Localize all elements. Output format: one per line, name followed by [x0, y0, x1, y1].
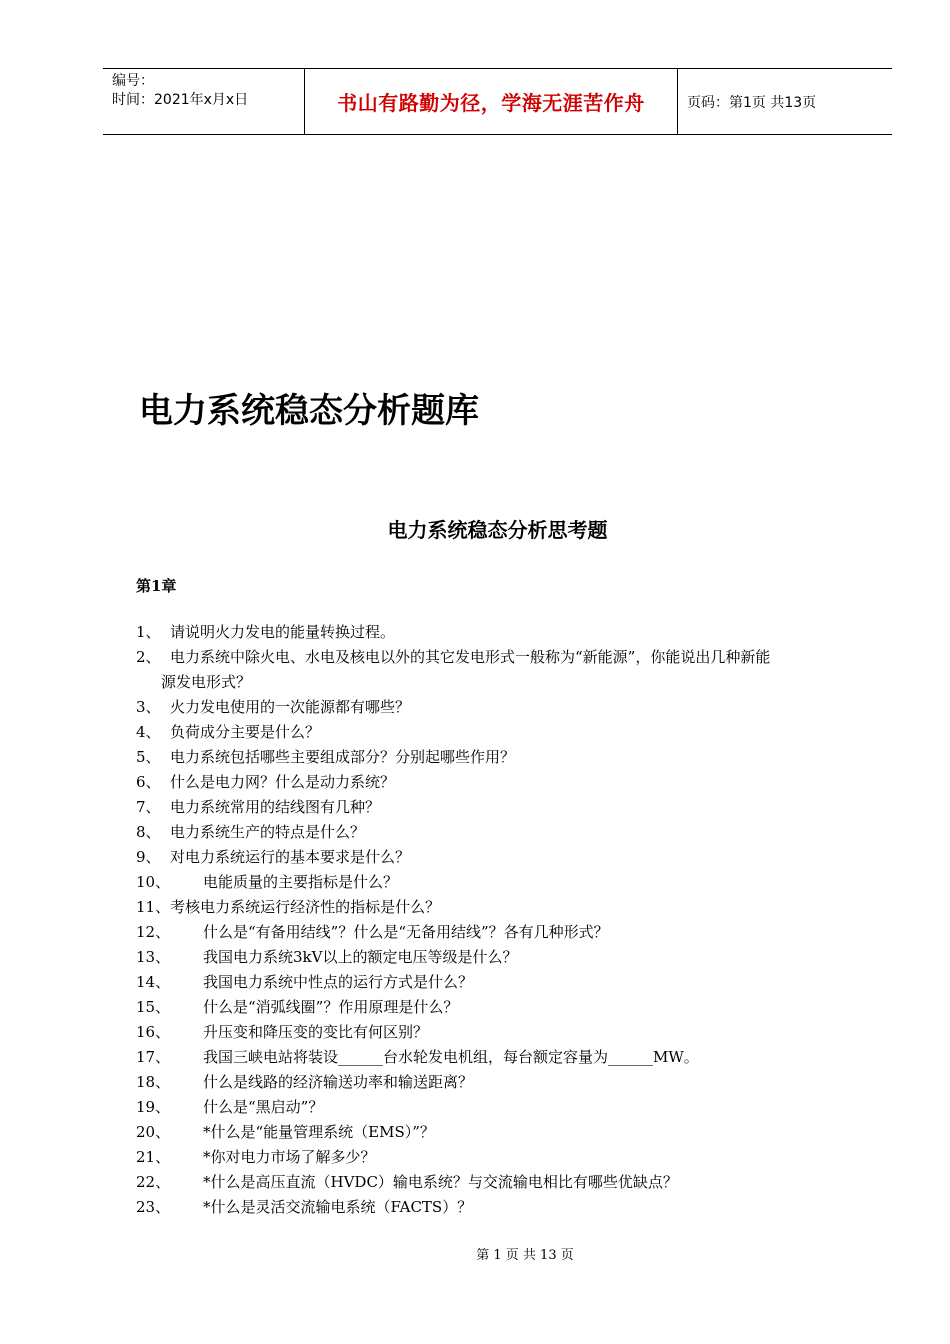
chapter-heading: 第1章	[136, 577, 177, 595]
header-page-cell	[678, 69, 892, 134]
time-label: 时间：2021年x月x日	[112, 92, 249, 108]
motto: 书山有路勤为径，学海无涯苦作舟	[337, 91, 645, 115]
list-item: 20、 *什么是“能量管理系统（EMS）”？	[136, 1123, 435, 1141]
list-item: 8、 电力系统生产的特点是什么？	[136, 823, 366, 841]
list-item: 17、 我国三峡电站将装设______台水轮发电机组，每台额定容量为______MW。	[136, 1048, 699, 1066]
list-item: 4、 负荷成分主要是什么？	[136, 723, 321, 741]
list-item: 18、 什么是线路的经济输送功率和输送距离？	[136, 1073, 474, 1091]
question-list	[136, 620, 876, 1220]
section-title: 电力系统稳态分析思考题	[387, 518, 608, 542]
list-item: 11、考核电力系统运行经济性的指标是什么？	[136, 898, 441, 916]
list-item: 10、 电能质量的主要指标是什么？	[136, 873, 399, 891]
list-item: 12、 什么是“有备用结线”？什么是“无备用结线”？各有几种形式？	[136, 923, 609, 941]
list-item: 9、 对电力系统运行的基本要求是什么？	[136, 848, 411, 866]
header-meta	[103, 69, 304, 134]
header-motto-cell	[304, 69, 678, 134]
list-item: 5、 电力系统包括哪些主要组成部分？分别起哪些作用？	[136, 748, 516, 766]
list-item: 19、 什么是“黑启动”？	[136, 1098, 324, 1116]
list-item: 13、 我国电力系统3kV以上的额定电压等级是什么？	[136, 948, 518, 966]
list-item: 15、 什么是“消弧线圈”？作用原理是什么？	[136, 998, 459, 1016]
page-header	[103, 68, 892, 135]
list-item: 23、 *什么是灵活交流输电系统（FACTS）？	[136, 1198, 473, 1216]
page-footer: 第 1 页 共 13 页	[476, 1248, 574, 1263]
list-item: 2、 电力系统中除火电、水电及核电以外的其它发电形式一般称为“新能源”，你能说出几种新能 源发电形式？	[136, 648, 771, 691]
list-item: 1、 请说明火力发电的能量转换过程。	[136, 623, 396, 641]
list-item: 7、 电力系统常用的结线图有几种？	[136, 798, 381, 816]
page-info: 页码：第1页 共13页	[687, 94, 817, 111]
list-item: 3、 火力发电使用的一次能源都有哪些？	[136, 698, 411, 716]
number-label: 编号：	[112, 73, 154, 89]
list-item: 14、 我国电力系统中性点的运行方式是什么？	[136, 973, 474, 991]
list-item: 6、 什么是电力网？什么是动力系统？	[136, 773, 396, 791]
list-item: 21、 *你对电力市场了解多少？	[136, 1148, 376, 1166]
list-item: 16、 升压变和降压变的变比有何区别？	[136, 1023, 429, 1041]
document-title: 电力系统稳态分析题库	[139, 391, 479, 431]
list-item: 22、 *什么是高压直流（HVDC）输电系统？与交流输电相比有哪些优缺点？	[136, 1173, 678, 1191]
